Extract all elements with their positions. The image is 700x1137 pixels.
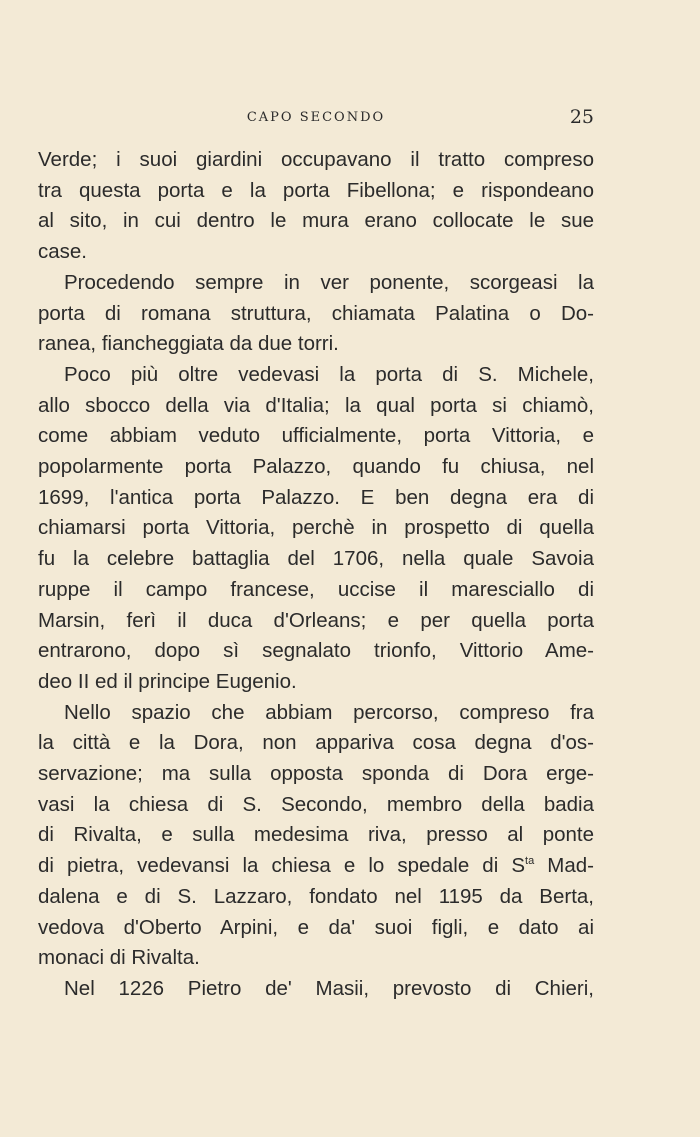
body-text <box>38 145 594 1005</box>
text-line <box>38 299 594 330</box>
page-header <box>38 108 594 130</box>
text-line-content: 1699, l'antica porta Palazzo. E ben degna era di <box>38 485 594 509</box>
text-line-content: allo sbocco della via d'Italia; la qual porta si chiamò, <box>38 393 594 417</box>
text-line-continuation: Mad- <box>534 854 594 878</box>
text-line <box>38 667 594 698</box>
text-line-content: fu la celebre battaglia del 1706, nella quale Savoia <box>38 547 594 571</box>
text-line-content: vedova d'Oberto Arpini, e da' suoi figli, e dato ai <box>38 915 594 939</box>
text-line-content: entrarono, dopo sì segnalato trionfo, Vittorio Ame- <box>38 639 594 663</box>
text-line <box>38 483 594 514</box>
text-line <box>38 360 594 391</box>
text-line <box>38 728 594 759</box>
text-line <box>38 421 594 452</box>
text-line-content: la città e la Dora, non appariva cosa degna d'os- <box>38 731 594 755</box>
superscript: ta <box>525 855 535 868</box>
text-line-content: Poco più oltre vedevasi la porta di S. Michele, <box>64 362 594 386</box>
text-line <box>38 176 594 207</box>
text-line <box>38 851 594 882</box>
text-line <box>38 391 594 422</box>
text-line-content: servazione; ma sulla opposta sponda di Dora erge- <box>38 762 594 786</box>
text-line <box>38 698 594 729</box>
text-line-content: deo II ed il principe Eugenio. <box>38 669 297 693</box>
text-line <box>38 759 594 790</box>
text-line-content: popolarmente porta Palazzo, quando fu chiusa, nel <box>38 455 594 479</box>
text-line-content: Nel 1226 Pietro de' Masii, prevosto di Chieri, <box>64 976 594 1000</box>
text-line <box>38 882 594 913</box>
text-line <box>38 636 594 667</box>
text-line-content: case. <box>38 240 87 264</box>
text-line-content: al sito, in cui dentro le mura erano collocate le sue <box>38 209 594 233</box>
text-line <box>38 544 594 575</box>
running-head: CAPO SECONDO <box>246 110 386 125</box>
text-line-content: tra questa porta e la porta Fibellona; e rispondeano <box>38 178 594 202</box>
text-line <box>38 575 594 606</box>
text-line-content: chiamarsi porta Vittoria, perchè in prospetto di quella <box>38 516 594 540</box>
text-line <box>38 206 594 237</box>
text-line <box>38 513 594 544</box>
text-line-content: porta di romana struttura, chiamata Palatina o Do- <box>38 301 594 325</box>
text-line <box>38 329 594 360</box>
text-line-content: monaci di Rivalta. <box>38 946 200 970</box>
text-line <box>38 268 594 299</box>
text-line-content: ranea, fiancheggiata da due torri. <box>38 332 339 356</box>
text-line <box>38 913 594 944</box>
text-line <box>38 452 594 483</box>
text-line-content: come abbiam veduto ufficialmente, porta Vittoria, e <box>38 424 594 448</box>
text-line <box>38 820 594 851</box>
text-line <box>38 145 594 176</box>
text-line-content: Nello spazio che abbiam percorso, compreso fra <box>64 700 594 724</box>
text-line-content: ruppe il campo francese, uccise il maresciallo di <box>38 577 594 601</box>
text-line-content: dalena e di S. Lazzaro, fondato nel 1195 da Berta, <box>38 884 594 908</box>
text-line-content: di pietra, vedevansi la chiesa e lo spedale di S <box>38 854 526 878</box>
text-line-content: di Rivalta, e sulla medesima riva, presso al ponte <box>38 823 594 847</box>
text-line-content: Marsin, ferì il duca d'Orleans; e per quella porta <box>38 608 594 632</box>
text-line <box>38 943 594 974</box>
page-number: 25 <box>569 106 594 128</box>
text-line-content: Procedendo sempre in ver ponente, scorgeasi la <box>64 270 594 294</box>
text-line <box>38 974 594 1005</box>
text-line-content: vasi la chiesa di S. Secondo, membro della badia <box>38 792 594 816</box>
text-line-content: Verde; i suoi giardini occupavano il tratto compreso <box>38 148 594 171</box>
text-line <box>38 790 594 821</box>
text-line <box>38 606 594 637</box>
text-line <box>38 237 594 268</box>
